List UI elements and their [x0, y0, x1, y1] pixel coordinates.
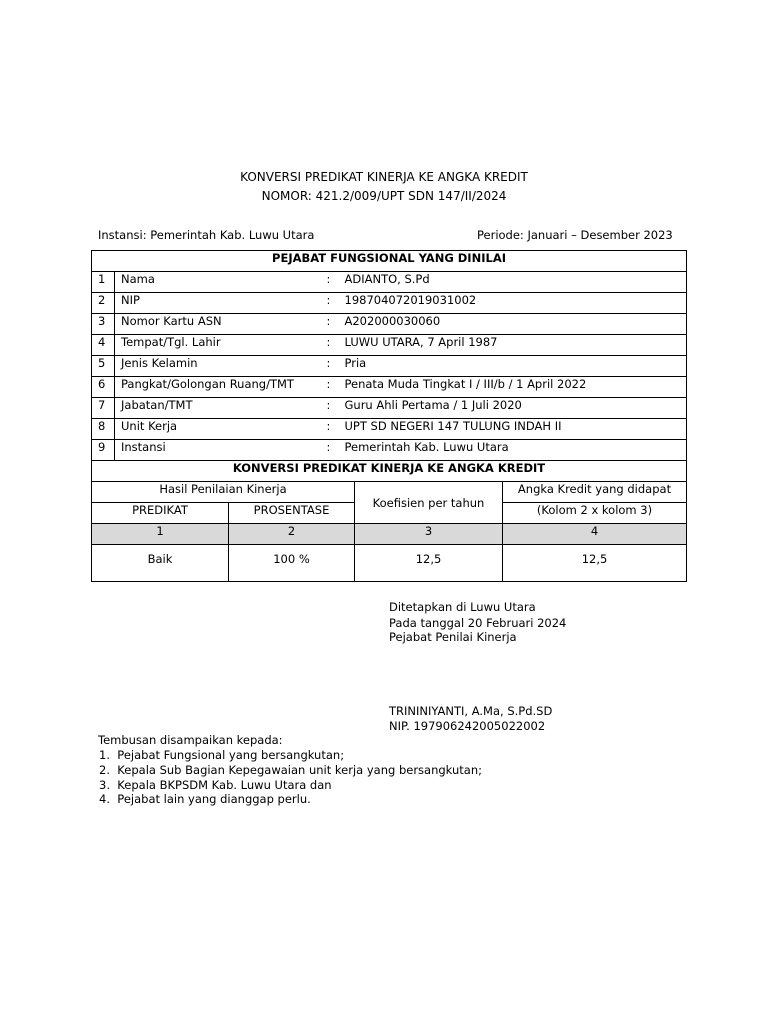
koefisien-value: 12,5 [355, 545, 503, 582]
row-label: Pangkat/Golongan Ruang/TMT [115, 377, 321, 398]
row-number: 2 [92, 293, 115, 314]
row-number: 3 [92, 314, 115, 335]
row-number: 4 [92, 335, 115, 356]
row-label: Jabatan/TMT [115, 398, 321, 419]
list-text: Kepala BKPSDM Kab. Luwu Utara dan [117, 778, 332, 792]
pejabat-table [91, 250, 687, 461]
tembusan-heading: Tembusan disampaikan kepada: [98, 733, 283, 747]
table-row [92, 545, 687, 582]
angka-kredit-value: 12,5 [503, 545, 687, 582]
row-separator: : [321, 272, 339, 293]
row-value: UPT SD NEGERI 147 TULUNG INDAH II [339, 419, 687, 440]
column-number: 4 [503, 524, 687, 545]
table-row [92, 419, 687, 440]
row-label: Unit Kerja [115, 419, 321, 440]
table-row [92, 356, 687, 377]
signature-place: Ditetapkan di Luwu Utara [389, 600, 536, 614]
row-label: Nomor Kartu ASN [115, 314, 321, 335]
row-value: Pemerintah Kab. Luwu Utara [339, 440, 687, 461]
list-item [99, 778, 332, 792]
list-item [99, 763, 482, 777]
row-number: 8 [92, 419, 115, 440]
list-item [99, 748, 344, 762]
row-value: ADIANTO, S.Pd [339, 272, 687, 293]
row-value: 198704072019031002 [339, 293, 687, 314]
list-text: Kepala Sub Bagian Kepegawaian unit kerja yang bersangkutan; [117, 763, 482, 777]
row-number: 7 [92, 398, 115, 419]
row-value: LUWU UTARA, 7 April 1987 [339, 335, 687, 356]
signatory-nip: NIP. 197906242005022002 [389, 719, 546, 733]
row-number: 6 [92, 377, 115, 398]
table-row [92, 398, 687, 419]
row-value: Pria [339, 356, 687, 377]
list-text: Pejabat Fungsional yang bersangkutan; [117, 748, 345, 762]
table-row [92, 440, 687, 461]
konversi-table [91, 460, 687, 582]
angka-kredit-header: Angka Kredit yang didapat [503, 482, 687, 503]
row-number: 9 [92, 440, 115, 461]
prosentase-header: PROSENTASE [229, 503, 355, 524]
periode-label: Periode: Januari – Desember 2023 [477, 228, 673, 242]
signature-role: Pejabat Penilai Kinerja [389, 630, 517, 644]
row-value: A202000030060 [339, 314, 687, 335]
row-separator: : [321, 356, 339, 377]
row-separator: : [321, 335, 339, 356]
row-label: Tempat/Tgl. Lahir [115, 335, 321, 356]
row-label: Instansi [115, 440, 321, 461]
table-row [92, 293, 687, 314]
row-label: NIP [115, 293, 321, 314]
instansi-label: Instansi: Pemerintah Kab. Luwu Utara [98, 228, 315, 242]
row-separator: : [321, 377, 339, 398]
row-label: Jenis Kelamin [115, 356, 321, 377]
list-item [99, 792, 311, 806]
column-number: 3 [355, 524, 503, 545]
predikat-header: PREDIKAT [92, 503, 229, 524]
table-row [92, 314, 687, 335]
list-number: 1. [99, 748, 110, 762]
table-row [92, 335, 687, 356]
list-number: 2. [99, 763, 110, 777]
list-text: Pejabat lain yang dianggap perlu. [117, 792, 311, 806]
table-row [92, 272, 687, 293]
column-number-row [92, 524, 687, 545]
row-separator: : [321, 293, 339, 314]
row-separator: : [321, 398, 339, 419]
row-separator: : [321, 314, 339, 335]
konversi-heading: KONVERSI PREDIKAT KINERJA KE ANGKA KREDIT [92, 461, 687, 482]
list-number: 4. [99, 792, 110, 806]
table-row [92, 377, 687, 398]
row-label: Nama [115, 272, 321, 293]
signature-date: Pada tanggal 20 Februari 2024 [389, 616, 567, 630]
row-value: Penata Muda Tingkat I / III/b / 1 April 2022 [339, 377, 687, 398]
row-number: 1 [92, 272, 115, 293]
row-value: Guru Ahli Pertama / 1 Juli 2020 [339, 398, 687, 419]
column-number: 2 [229, 524, 355, 545]
document-number: NOMOR: 421.2/009/UPT SDN 147/II/2024 [261, 189, 507, 203]
koefisien-header: Koefisien per tahun [355, 482, 503, 524]
document-title: KONVERSI PREDIKAT KINERJA KE ANGKA KREDIT [240, 170, 528, 184]
row-number: 5 [92, 356, 115, 377]
pejabat-heading: PEJABAT FUNGSIONAL YANG DINILAI [92, 251, 687, 272]
column-number: 1 [92, 524, 229, 545]
signatory-name: TRININIYANTI, A.Ma, S.Pd.SD [389, 704, 553, 718]
prosentase-value: 100 % [229, 545, 355, 582]
angka-kredit-subheader: (Kolom 2 x kolom 3) [503, 503, 687, 524]
row-separator: : [321, 440, 339, 461]
hasil-penilaian-header: Hasil Penilaian Kinerja [92, 482, 355, 503]
row-separator: : [321, 419, 339, 440]
predikat-value: Baik [92, 545, 229, 582]
list-number: 3. [99, 778, 110, 792]
